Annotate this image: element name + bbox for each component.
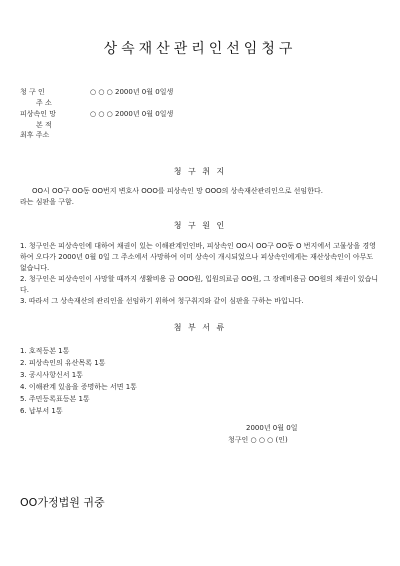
attachment-item: 1. 호적등본 1통 <box>20 347 70 355</box>
grounds-list <box>20 241 382 307</box>
claimant-info: ○ ○ ○ 2000년 0월 0일생 <box>90 88 174 96</box>
document-title: 상속재산관리인선임청구 <box>103 41 297 57</box>
attachment-item: 5. 주민등록표등본 1통 <box>20 395 90 403</box>
address-label: 주 소 <box>36 99 52 107</box>
signature-claimant: 청구인 ○ ○ ○ (인) <box>228 436 288 444</box>
court-addressee: OO가정법원 귀중 <box>20 496 105 509</box>
attachments-list <box>20 345 137 417</box>
attachment-item: 3. 공시사항신서 1통 <box>20 371 83 379</box>
last-address-label: 최후 주소 <box>20 131 50 139</box>
attachment-item: 4. 이해관계 있음을 증명하는 서면 1통 <box>20 383 137 391</box>
purpose-line-1: OO시 OO구 OO동 OO번지 변호사 OOO를 피상속인 망 OOO의 상속재산관리인으로 선임한다. <box>32 187 323 195</box>
grounds-item: 3. 따라서 그 상속재산의 관리인을 선임하기 위하여 청구취지와 같이 심판을 구하는 바입니다. <box>20 297 304 305</box>
grounds-item: 1. 청구인은 피상속인에 대하여 채권이 있는 이해관계인인바, 피상속인 OO시 OO구 OO동 O 번지에서 고물상을 경영하여 오다가 2000년 0월 0일 그 주소에서 사망하여 이미 상속이 개시되었으나 피상속인에게는 재산상속인이 아무도 없습니다. <box>20 242 376 272</box>
purpose-text <box>20 186 382 208</box>
domicile-label: 본 적 <box>36 121 52 129</box>
attachment-item: 6. 납부서 1통 <box>20 407 63 415</box>
grounds-heading: 청 구 원 인 <box>173 221 227 230</box>
attachments-heading: 첨 부 서 류 <box>173 323 227 332</box>
deceased-info: ○ ○ ○ 2000년 0월 0일생 <box>90 110 174 118</box>
grounds-item: 2. 청구인은 피상속인이 사망할 때까지 생활비용 금 OOO원, 입원의료금 OO원, 그 장례비용금 OO원의 채권이 있습니다. <box>20 275 379 294</box>
signature-date: 2000년 0월 0일 <box>246 424 298 432</box>
deceased-label: 피상속인 망 <box>20 110 57 118</box>
attachment-item: 2. 피상속인의 유산목록 1통 <box>20 359 106 367</box>
purpose-heading: 청 구 취 지 <box>173 167 227 176</box>
claimant-label: 청 구 인 <box>20 88 45 96</box>
purpose-line-2: 라는 심판을 구함. <box>20 198 75 206</box>
